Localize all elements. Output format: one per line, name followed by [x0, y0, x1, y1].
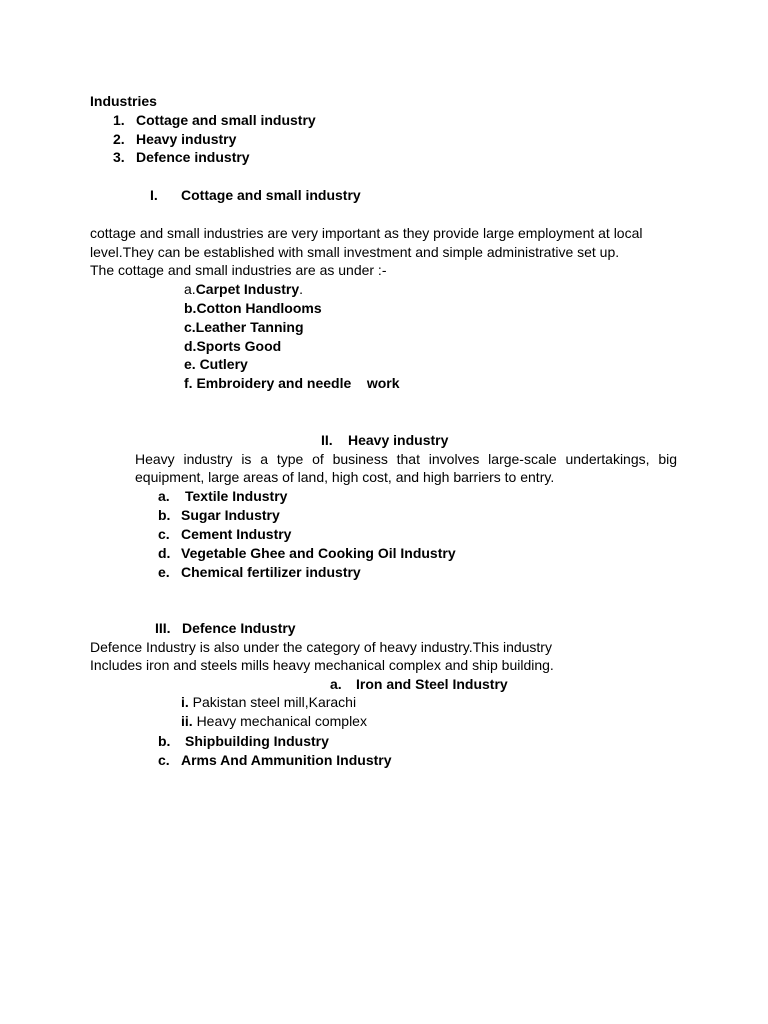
sub-heading [330, 675, 508, 693]
section-title: Heavy industry [348, 432, 449, 448]
section-1-paragraph-line: level.They can be established with small investment and simple administrative set up. [90, 244, 620, 260]
toc-number: 2. [113, 131, 125, 147]
sub-list-item [181, 693, 356, 711]
item-letter: e. [158, 564, 170, 580]
list-item [158, 751, 392, 769]
item-label: Sugar Industry [181, 507, 280, 523]
item-label: Vegetable Ghee and Cooking Oil Industry [181, 545, 456, 561]
item-letter: a. [330, 676, 342, 692]
item-letter: b. [158, 507, 171, 523]
toc-label: Defence industry [136, 149, 250, 165]
list-item [158, 506, 280, 524]
section-2-paragraph-line: Heavy industry is a type of business that involves large-scale undertakings, big [135, 451, 677, 467]
item-letter: c. [158, 752, 170, 768]
item-number: ii. [181, 713, 193, 729]
item-label: Cement Industry [181, 526, 292, 542]
section-2-paragraph-line: equipment, large areas of land, high cost, and high barriers to entry. [135, 469, 555, 485]
section-3-heading [155, 619, 296, 637]
toc-item [113, 111, 316, 129]
item-letter: c. [158, 526, 170, 542]
list-item [158, 525, 291, 543]
section-1-paragraph-line: The cottage and small industries are as under :- [90, 262, 387, 278]
item-label: Carpet Industry [195, 281, 300, 297]
list-item [158, 544, 456, 562]
item-number: i. [181, 694, 189, 710]
toc-label: Heavy industry [136, 131, 237, 147]
section-title: Cottage and small industry [181, 187, 361, 203]
list-item [184, 280, 303, 298]
toc-item [113, 148, 250, 166]
item-label: Arms And Ammunition Industry [181, 752, 392, 768]
item-label: Pakistan steel mill,Karachi [192, 694, 357, 710]
sub-list-item [181, 712, 367, 730]
section-3-paragraph-line: Defence Industry is also under the category of heavy industry.This industry [90, 639, 552, 655]
list-item: d.Sports Good [184, 338, 282, 354]
section-title: Defence Industry [182, 620, 296, 636]
section-numeral: II. [321, 432, 333, 448]
list-item [158, 732, 329, 750]
list-item [158, 563, 361, 581]
item-label: Chemical fertilizer industry [181, 564, 361, 580]
list-item [158, 487, 287, 505]
list-item: c.Leather Tanning [184, 319, 304, 335]
list-item: e. Cutlery [184, 356, 248, 372]
item-label: Iron and Steel Industry [356, 676, 508, 692]
item-letter: a. [158, 488, 170, 504]
list-item: b.Cotton Handlooms [184, 300, 322, 316]
item-letter: b. [158, 733, 171, 749]
item-label: Shipbuilding Industry [185, 733, 329, 749]
toc-number: 1. [113, 112, 125, 128]
item-label: Heavy mechanical complex [196, 713, 367, 729]
section-1-paragraph-line: cottage and small industries are very important as they provide large employment at local [90, 225, 643, 241]
item-suffix: . [299, 281, 304, 297]
toc-number: 3. [113, 149, 125, 165]
doc-heading: Industries [90, 93, 157, 109]
section-numeral: I. [150, 187, 158, 203]
section-numeral: III. [155, 620, 171, 636]
list-item: f. Embroidery and needle work [184, 375, 400, 391]
item-letter: d. [158, 545, 171, 561]
toc-label: Cottage and small industry [136, 112, 316, 128]
section-1-heading [150, 186, 361, 204]
item-prefix: a. [184, 281, 196, 297]
section-2-heading [321, 431, 448, 449]
section-3-paragraph-line: Includes iron and steels mills heavy mechanical complex and ship building. [90, 657, 554, 673]
item-label: Textile Industry [185, 488, 288, 504]
toc-item [113, 130, 236, 148]
